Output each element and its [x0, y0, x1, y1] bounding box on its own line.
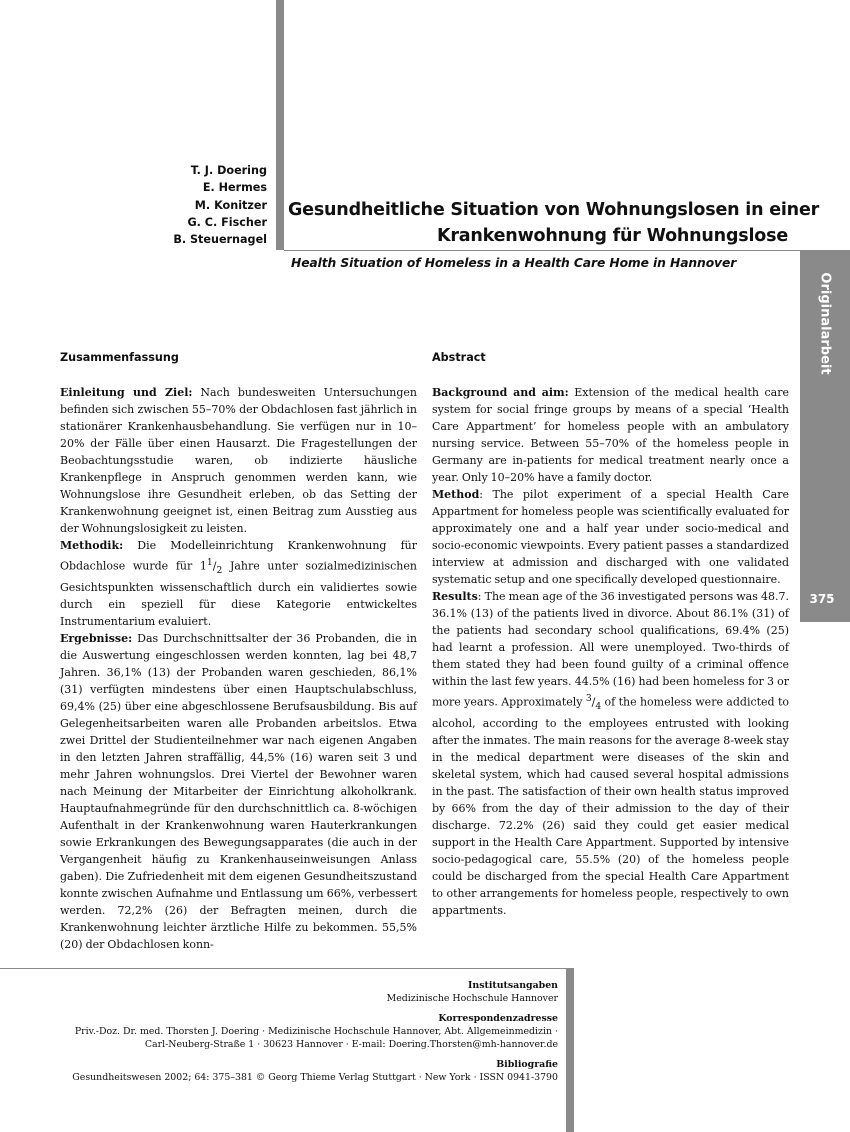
footer-divider: [0, 968, 566, 969]
author: M. Konitzer: [194, 198, 267, 212]
section-label-method: Methodik:: [60, 539, 124, 552]
bibliography-text: Gesundheitswesen 2002; 64: 375–381 © Georg Thieme Verlag Stuttgart · New York · ISSN 0941-3790: [72, 1072, 558, 1083]
english-abstract: [432, 349, 789, 919]
correspondence-block: [40, 1012, 558, 1051]
results-text-a: : The mean age of the 36 investigated persons was 48.7. 36.1% (13) of the patients lived in divorce. About 86.1% (31) of the patients had secondary school qualifications, 69.4% (25) had learnt a profession. All were unemployed. Two-thirds of them stated they had been found guilty of a criminal offence within the last few years. 44.5% (16) had been homeless for 3 or more years. Approximately: [432, 590, 789, 709]
method-text-b: Jahre unter sozialmedizinischen Gesichtspunkten wissenschaftlich durch ein validiertes sowie durch ein speziell für diese Kategorie entwickeltes Instrumentarium evaluiert.: [60, 559, 417, 628]
summary-paragraph-intro: [60, 384, 417, 537]
correspondence-line-1: Priv.-Doz. Dr. med. Thorsten J. Doering · Medizinische Hochschule Hannover, Abt. Allgemeinmedizin ·: [74, 1026, 558, 1037]
section-label-results: Ergebnisse:: [60, 631, 133, 645]
section-label-text: Originalarbeit: [817, 271, 833, 375]
section-label-results: Results: [432, 590, 478, 603]
author: B. Steuernagel: [173, 233, 267, 247]
summary-heading: Zusammenfassung: [60, 351, 179, 364]
article-footer: [40, 979, 558, 1091]
results-text-b: of the homeless were addicted to alcohol, according to the employees entrusted with looking after the inmates. The main reasons for the average 8-week stay in the medical department were diseases of the skin and skeletal system, which had caused several hospital admissions in the past. The satisfaction of their own health status improved by 66% from the day of their admission to the day of their discharge. 72.2% (26) said they could get easier medical support in the Health Care Appartment. Supported by intensive socio-pedagogical care, 55.5% (20) of the homeless people could be discharged from the special Health Care Appartment to other arrangements for homeless people, respectively to own appartments.: [432, 695, 789, 917]
correspondence-heading: Korrespondenzadresse: [438, 1013, 558, 1024]
vertical-accent-bar: [276, 0, 284, 250]
fraction-denominator: 4: [595, 700, 602, 712]
abstract-paragraph-method: [432, 486, 789, 588]
abstract-paragraph-results: Results: The mean age of the 36 investigated persons was 48.7. 36.1% (13) of the patients lived in divorce. About 86.1% (31) of the patients had secondary school qualifications, 69.4% (25) had learnt a profession. All were unemployed. Two-thirds of them stated they had been found guilty of a criminal offence within the last few years. 44.5% (16) had been homeless for 3 or more years. Approximately $^3/_4$ of the homeless were addicted to alcohol, according to the employees entrusted with looking after the inmates. The main reasons for the average 8-week stay in the medical department were diseases of the skin and skeletal system, which had caused several hospital admissions in the past. The satisfaction of their own health status improved by 66% from the day of their admission to the day of their discharge. 72.2% (26) said they could get easier medical support in the Health Care Appartment. Supported by intensive socio-pedagogical care, 55.5% (20) of the homeless people could be discharged from the special Health Care Appartment to other arrangements for homeless people, respectively to own appartments.: [432, 590, 789, 917]
fraction-numerator: 1: [206, 557, 213, 568]
results-text: Das Durchschnittsalter der 36 Probanden, die in die Auswertung eingeschlossen werden konnten, lag bei 48,7 Jahren. 36,1% (13) der Probanden waren geschieden, 86,1% (31) verfügten mindestens über einen Hauptschulabschluss, 69,4% (25) über eine abgeschlossene Berufsausbildung. Bis auf Gelegenheitsarbeiten waren alle Probanden arbeitslos. Etwa zwei Drittel der Studienteilnehmer war nach eigenen Angaben in den letzten Jahren straffällig, 44,5% (16) waren seit 3 und mehr Jahren wohnungslos. Drei Viertel der Bewohner waren nach Meinung der Mitarbeiter der Einrichtung alkoholkrank. Hauptaufnahmegründe für den durchschnittlich ca. 8-wöchigen Aufenthalt in der Krankenwohnung waren Hauterkrankungen sowie Erkrankungen des Bewegungsapparates (die auch in der Vergangenheit häufig zu Krankenhauseinweisungen Anlass gaben). Die Zufriedenheit mit dem eigenen Gesundheitszustand konnte zwischen Aufnahme und Entlassung um 66%, verbessert werden. 72,2% (26) der Befragten meinen, durch die Krankenwohnung leichter ärztliche Hilfe zu bekommen. 55,5% (20) der Obdachlosen konn-: [60, 631, 417, 951]
title-line-2: Krankenwohnung für Wohnungslose: [437, 226, 788, 246]
bibliography-block: [40, 1058, 558, 1084]
intro-text: Nach bundesweiten Untersuchungen befinden sich zwischen 55–70% der Obdachlosen fast jährlich in stationärer Krankenhausbehandlung. Sie verfügen nur in 10–20% der Fälle über einen Hausarzt. Die Fragestellungen der Beobachtungsstudie waren, ob indizierte häusliche Krankenpflege in Anspruch genommen werden kann, wie Wohnungslose ihre Gesundheit erleben, ob das Setting der Krankenwohnung geeignet ist, einen Beitrag zum Ausstieg aus der Wohnungslosigkeit zu leisten.: [60, 386, 418, 535]
institution-text: Medizinische Hochschule Hannover: [386, 993, 558, 1004]
method-text: : The pilot experiment of a special Health Care Appartment for homeless people was scientifically evaluated for approximately one and a half year under socio-medical and socio-economic viewpoints. Every patient passes a standardized interview at admission and discharged with one validated systematic setup and one specifically developed questionnaire.: [432, 488, 789, 586]
article-title: [288, 197, 820, 249]
method-text-a: Die Modelleinrichtung Krankenwohnung für Obdachlose wurde für 1: [60, 539, 417, 573]
institution-block: [40, 979, 558, 1005]
summary-paragraph-results: [60, 630, 417, 953]
fraction-numerator: 3: [585, 693, 592, 704]
summary-paragraph-method: Methodik: Die Modelleinrichtung Krankenwohnung für Obdachlose wurde für $1^1/_2$ Jahre unter sozialmedizinischen Gesichtspunkten wissenschaftlich durch ein validiertes sowie durch ein speziell für diese Kategorie entwickeltes Instrumentarium evaluiert.: [60, 539, 417, 628]
author: E. Hermes: [202, 181, 267, 195]
section-label: [800, 258, 850, 388]
abstract-paragraph-background: [432, 384, 789, 486]
title-line-1: Gesundheitliche Situation von Wohnungslosen in einer: [288, 200, 820, 220]
abstract-heading: Abstract: [432, 351, 486, 364]
page-number: 375: [809, 592, 835, 606]
english-title: Health Situation of Homeless in a Health Care Home in Hannover: [291, 256, 737, 270]
institution-heading: Institutsangaben: [468, 980, 558, 991]
footer-accent-bar: [566, 968, 574, 1132]
section-label-background: Background and aim:: [432, 386, 569, 399]
correspondence-line-2: Carl-Neuberg-Straße 1 · 30623 Hannover · E-mail: Doering.Thorsten@mh-hannover.de: [144, 1039, 558, 1050]
german-summary: [60, 349, 417, 953]
title-divider: [284, 250, 800, 251]
author-list: [173, 162, 267, 248]
fraction-denominator: 2: [216, 564, 223, 576]
background-text: Extension of the medical health care system for social fringe groups by means of a special ‘Health Care Appartment’ for homeless people with an ambulatory nursing service. Between 55–70% of the homeless people in Germany are in-patients for medical treatment nearly once a year. Only 10–20% have a family doctor.: [432, 386, 789, 484]
bibliography-heading: Bibliografie: [496, 1059, 558, 1070]
author: T. J. Doering: [190, 164, 267, 177]
section-label-method: Method: [432, 488, 480, 501]
section-label-intro: Einleitung und Ziel:: [60, 386, 193, 399]
author: G. C. Fischer: [187, 215, 267, 229]
